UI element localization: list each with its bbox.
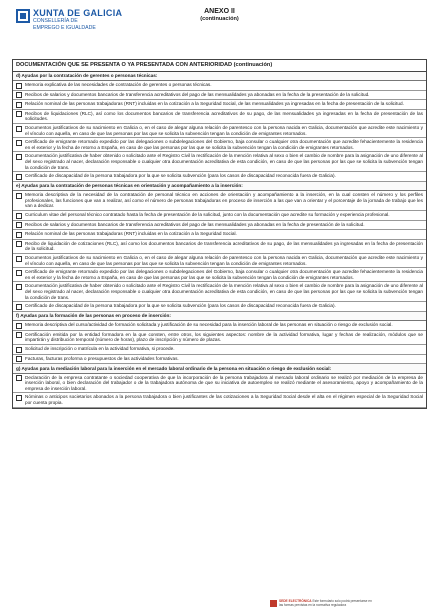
document-checkbox[interactable] bbox=[16, 213, 22, 219]
document-item-text: Memoria descriptiva de la necesidad de la contratación de personal técnico en acciones de orientación y acompañamiento a la inserción, en la cual consten el número y los perfiles profesionales, las funciones que van a realizar, así como el número de personas trabajadoras en proceso de inserción a las que van a orientar y el porcentaje de la jornada de trabajo que les van a dedicar. bbox=[25, 192, 423, 209]
document-item-text: Nóminas o anticipos societarios abonados a la persona trabajadora o bien justificantes de las cotizaciones a la Seguridad Social desde el alta en el régimen especial de la Seguridad Social por cuenta propia. bbox=[25, 394, 423, 406]
document-item-text: Recibos de salarios y documentos bancarios de transferencia acreditativos del pago de las mensualidades ya abonadas en la fecha de presentación de la solicitud. bbox=[25, 221, 365, 227]
document-item bbox=[13, 374, 426, 394]
document-item bbox=[13, 355, 426, 365]
annex-title bbox=[12, 8, 427, 23]
document-checkbox[interactable] bbox=[16, 304, 22, 310]
section-title: f) Ayudas para la formación de las personas en proceso de inserción: bbox=[13, 312, 426, 322]
document-checkbox[interactable] bbox=[16, 111, 22, 117]
document-checkbox[interactable] bbox=[16, 284, 22, 290]
section-title: e) Ayudas para la contratación de personas técnicas en orientación y acompañamiento a la inserción: bbox=[13, 182, 426, 192]
document-checkbox[interactable] bbox=[16, 83, 22, 89]
document-checkbox[interactable] bbox=[16, 102, 22, 108]
document-checkbox[interactable] bbox=[16, 232, 22, 238]
document-item bbox=[13, 100, 426, 110]
brand-name: XUNTA DE GALICIA bbox=[33, 8, 123, 18]
document-item-text: Documentos justificativos de su nacimiento en Galicia o, en el caso de alegar alguna relación de parentesco con la persona nacida en Galicia, documentación que acredite este nacimiento y el vínculo con aquella, en caso de que las personas por las que se solicita la subvención tengan la condición de emigrantes retornados. bbox=[25, 124, 423, 136]
document-item-text: Declaración de la empresa contratante o sociedad cooperativa de que la incorporación de la persona trabajadora al mercado laboral ordinario se realizó por mediación de la empresa de inserción laboral, o bien declaración del trabajador o de la trabajadora autónoma de que su iniciativa de autoempleo se realizó mediante el asesoramiento, apoyo y acompañamiento de la empresa de inserción laboral. bbox=[25, 374, 423, 391]
documentation-title: DOCUMENTACIÓN QUE SE PRESENTA O YA PRESENTADA CON ANTERIORIDAD (continuación) bbox=[13, 60, 426, 72]
footer bbox=[270, 600, 372, 608]
document-checkbox[interactable] bbox=[16, 395, 22, 401]
document-item bbox=[13, 110, 426, 124]
document-item bbox=[13, 230, 426, 240]
document-item bbox=[13, 345, 426, 355]
document-item bbox=[13, 191, 426, 211]
document-item bbox=[13, 254, 426, 268]
document-item bbox=[13, 268, 426, 282]
document-checkbox[interactable] bbox=[16, 126, 22, 132]
document-checkbox[interactable] bbox=[16, 375, 22, 381]
document-checkbox[interactable] bbox=[16, 222, 22, 228]
department-line-2: EMPREGO E IGUALDADE bbox=[33, 24, 96, 31]
document-checkbox[interactable] bbox=[16, 347, 22, 353]
document-item bbox=[13, 211, 426, 221]
footer-line-1: Este formulario solo podrá presentarse en bbox=[312, 599, 372, 603]
document-item-text: Curriculum vitae del personal técnico contratado hasta la fecha de presentación de la solicitud, junto con la documentación que acredite su formación y experiencia profesional. bbox=[25, 212, 390, 217]
document-item bbox=[13, 321, 426, 331]
document-item-text: Recibos de salarios y documentos bancarios de transferencia acreditativos del pago de las mensualidades ya abonadas en la fecha de la presentación de la solicitud. bbox=[25, 91, 370, 97]
document-item-text: Documentación justificativa de haber obtenido o solicitado ante el Registro Civil la rectificación de la mención relativa al sexo o bien el cambio de nombre para la asignación de uno diferente al del sexo registrado al nacer, declaración responsable o cualquier otra documentación acreditativa de esta condición, en caso de que las personas por las que se solicita la subvención tengan la condición de trans. bbox=[25, 153, 423, 170]
document-item-text: Solicitud de inscripción o matrícula en la actividad formativa, si procede. bbox=[25, 346, 175, 351]
document-item-text: Recibo de liquidación de cotizaciones (RLC), así como los documentos bancarios de transferencia acreditativos de su pago, de las mensualidades ya ingresadas en la fecha de presentación de la solicitud. bbox=[25, 240, 423, 252]
annex-subtitle: (continuación) bbox=[200, 16, 239, 22]
document-item bbox=[13, 302, 426, 312]
document-item-text: Certificado de emigrante retornado expedido por las delegaciones o subdelegaciones del Gobierno, baja consular o cualquier otra documentación que acredite fehacientemente la residencia en el exterior y la fecha de retorno a España, en caso de que las personas por las que se solicita la subvención tengan la condición de emigrantes retornados. bbox=[25, 139, 423, 150]
annex-label: ANEXO II bbox=[204, 8, 235, 15]
footer-line-2: las formas previstas en la normativa reguladora bbox=[279, 602, 347, 607]
document-item bbox=[13, 282, 426, 302]
department-line-1: CONSELLERÍA DE bbox=[33, 18, 78, 24]
document-item bbox=[13, 172, 426, 182]
document-item-text: Certificado de discapacidad de la persona trabajadora por la que se solicita subvención (para los casos de discapacidad reconocida fuera de Galicia). bbox=[25, 303, 336, 309]
document-item-text: Recibos de liquidaciones (RLC), así como los documentos bancarios de transferencia acreditativos de su pago, de las mensualidades ya ingresadas en la fecha de presentación de las solicitudes. bbox=[25, 110, 423, 122]
document-checkbox[interactable] bbox=[16, 323, 22, 329]
sede-seal-icon bbox=[270, 600, 277, 607]
document-item bbox=[13, 124, 426, 138]
document-item bbox=[13, 81, 426, 91]
document-item bbox=[13, 331, 426, 345]
document-item-text: Documentos justificativos de su nacimiento en Galicia o, en el caso de alegar alguna relación de parentesco con la persona nacida en Galicia, documentación que acredite este nacimiento y el vínculo con aquella, en caso de que las personas por las que se solicita la subvención tengan la condición de emigrantes retornados. bbox=[25, 254, 423, 266]
document-checkbox[interactable] bbox=[16, 174, 22, 180]
document-item-text: Certificado de discapacidad de la persona trabajadora por la que se solicita subvención (para los casos de discapacidad reconocida fuera de Galicia). bbox=[25, 173, 336, 179]
document-checkbox[interactable] bbox=[16, 92, 22, 98]
document-item-text: Memoria explicativa de las necesidades de contratación de gerentes o personas técnicas. bbox=[25, 82, 212, 87]
document-checkbox[interactable] bbox=[16, 356, 22, 362]
document-item-text: Documentación justificativa de haber obtenido o solicitado ante el Registro Civil la rectificación de la mención relativa al sexo o bien el cambio de nombre para la asignación de uno diferente al del sexo registrado al nacer, declaración responsable o cualquier otra documentación acreditativa de esta condición, en caso de que las personas por las que se solicita la subvención tengan la condición de trans. bbox=[25, 283, 423, 300]
document-checkbox[interactable] bbox=[16, 256, 22, 262]
document-item-text: Memoria descriptiva del curso/actividad de formación solicitada y justificación de su necesidad para la inserción laboral de las personas en situación o riesgo de exclusión social. bbox=[25, 322, 393, 328]
document-item-text: Certificación emitida por la entidad formadora en la que consten, entre otros, los siguientes aspectos: nombre de la actividad formativa, lugar y fechas de realización, módulos que se impartirán y distribución temporal (número de horas), plazo de inscripción y número de plazas. bbox=[25, 331, 423, 343]
document-checkbox[interactable] bbox=[16, 140, 22, 146]
footer-brand: SEDE ELECTRÓNICA bbox=[279, 599, 312, 603]
page-header bbox=[12, 8, 427, 44]
document-item-text: Facturas, facturas proforma o presupuestos de las actividades formativas. bbox=[25, 355, 179, 361]
documentation-table bbox=[12, 59, 427, 409]
document-item bbox=[13, 152, 426, 172]
document-item bbox=[13, 221, 426, 231]
document-checkbox[interactable] bbox=[16, 241, 22, 247]
document-checkbox[interactable] bbox=[16, 332, 22, 338]
document-item bbox=[13, 91, 426, 101]
document-item bbox=[13, 393, 426, 407]
section-title: d) Ayudas por la contratación de gerentes o personas técnicas: bbox=[13, 72, 426, 82]
document-item-text: Relación nominal de las personas trabajadoras (RNT) incluidas en la cotización a la Seguridad Social. bbox=[25, 231, 237, 237]
document-checkbox[interactable] bbox=[16, 154, 22, 160]
sections-container bbox=[13, 72, 426, 408]
document-checkbox[interactable] bbox=[16, 193, 22, 199]
section-title: g) Ayudas para la mediación laboral para la inserción en el mercado laboral ordinario de la persona en situación o riesgo de exclusión social: bbox=[13, 364, 426, 374]
document-checkbox[interactable] bbox=[16, 270, 22, 276]
document-item-text: Relación nominal de las personas trabajadoras (RNT) incluidas en la cotización a la Seguridad Social, de las mensualidades ya ingresadas en la fecha de presentación de la solicitud. bbox=[25, 101, 404, 107]
document-item bbox=[13, 240, 426, 254]
document-item bbox=[13, 138, 426, 152]
document-item-text: Certificado de emigrante retornado expedido por las delegaciones o subdelegaciones del Gobierno, baja consular o cualquier otra documentación que acredite fehacientemente la residencia en el exterior y la fecha de retorno a España, en caso de que las personas por las que se solicita la subvención tengan la condición de emigrantes retornados. bbox=[25, 269, 423, 280]
